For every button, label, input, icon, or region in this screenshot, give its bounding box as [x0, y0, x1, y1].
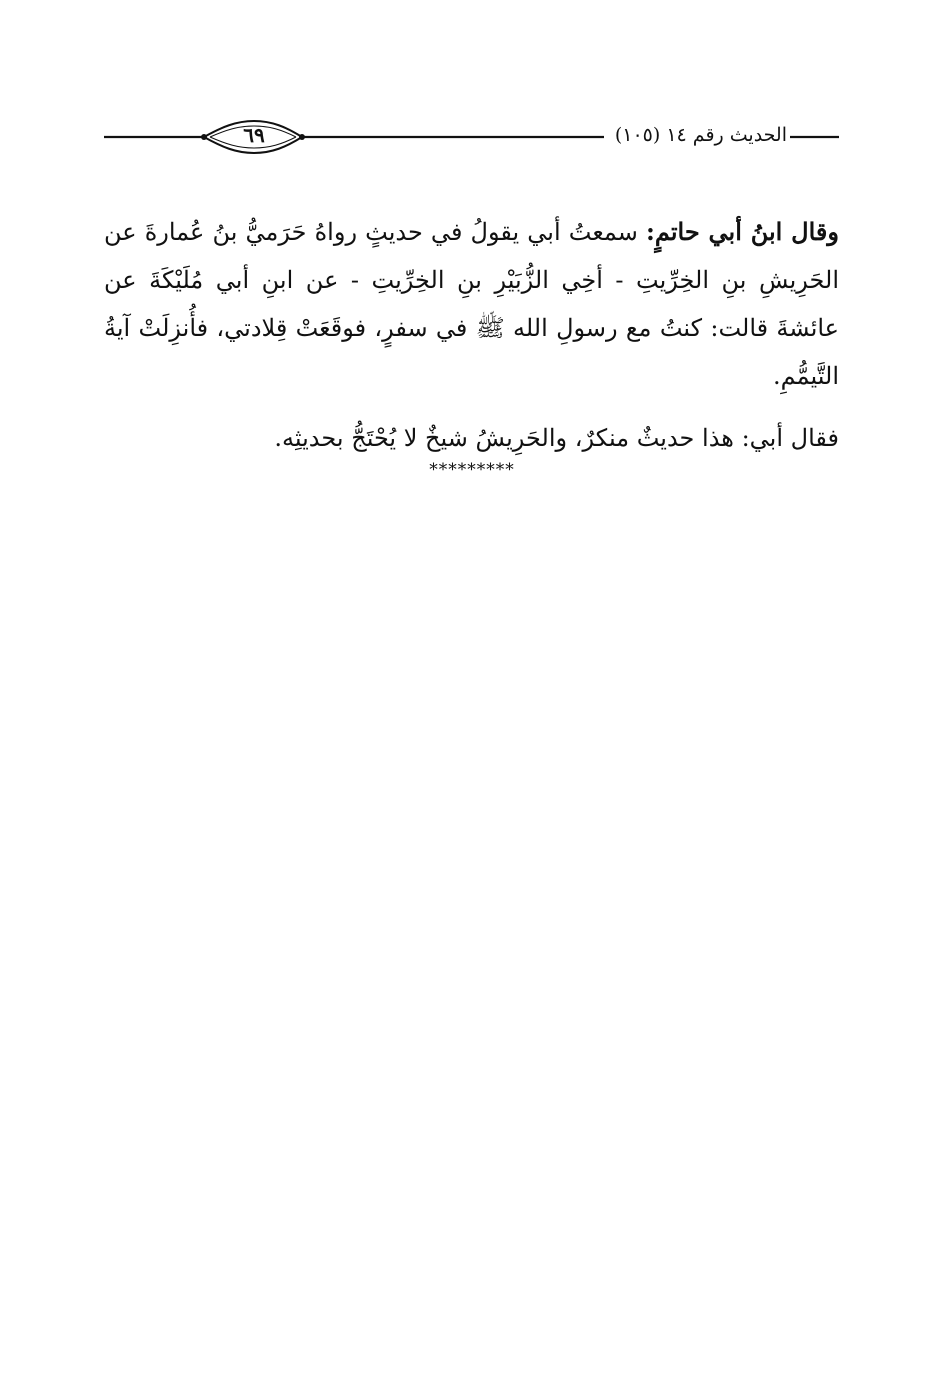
paragraph — [104, 414, 839, 462]
section-separator: ********* — [429, 460, 515, 480]
paragraph-text: سمعتُ أبي يقولُ في حديثٍ رواهُ حَرَميُّ بنُ عُمارةَ عن الحَرِيشِ بنِ الخِرِّيتِ - أخِي الزُّبَيْرِ بنِ الخِرِّيتِ - عن ابنِ أبي مُلَيْكَةَ عن عائشةَ قالت: كنتُ مع رسولِ الله ﷺ في سفرٍ، فوقَعَتْ قِلادتي، فأُنزِلَتْ آيةُ التَّيمُّمِ. — [104, 218, 839, 390]
running-header — [104, 118, 839, 158]
paragraph — [104, 208, 839, 400]
narrator-lead: وقال ابنُ أبي حاتمٍ: — [646, 217, 839, 246]
paragraph-text: فقال أبي: هذا حديثٌ منكرٌ، والحَرِيشُ شيخٌ لا يُحْتَجُّ بحديثِه. — [274, 424, 839, 452]
page-number: ٦٩ — [243, 123, 265, 147]
header-title: الحديث رقم ١٤ (١٠٥) — [614, 124, 787, 146]
main-text — [104, 208, 839, 462]
